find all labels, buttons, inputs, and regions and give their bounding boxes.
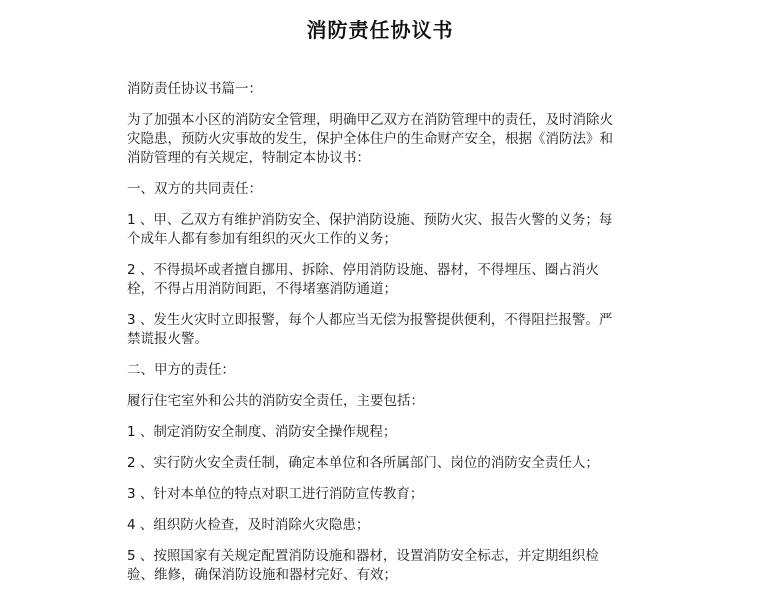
document-body bbox=[127, 80, 647, 597]
document-title: 消防责任协议书 bbox=[306, 18, 454, 42]
joint-item-2: 2 、不得损坏或者擅自挪用、拆除、停用消防设施、器材，不得埋压、圈占消火 栓，不得占用消防间距，不得堵塞消防通道； bbox=[127, 262, 599, 297]
section-heading-party-a: 二、甲方的责任： bbox=[127, 362, 235, 378]
party-a-intro: 履行住宅室外和公共的消防安全责任，主要包括： bbox=[127, 393, 424, 409]
party-a-item-3: 3 、针对本单位的特点对职工进行消防宣传教育； bbox=[127, 486, 424, 502]
paragraph-purpose: 为了加强本小区的消防安全管理，明确甲乙双方在消防管理中的责任，及时消除火 灾隐患，预防火灾事故的发生，保护全体住户的生命财产安全，根据《消防法》和 消防管理的有关规定，特制定本协议书： bbox=[127, 112, 613, 166]
party-a-item-4: 4 、组织防火检查，及时消除火灾隐患； bbox=[127, 517, 370, 533]
joint-item-3: 3 、发生火灾时立即报警，每个人都应当无偿为报警提供便利，不得阻拦报警。严 禁谎报火警。 bbox=[127, 312, 613, 347]
section-heading-joint: 一、双方的共同责任： bbox=[127, 181, 262, 197]
party-a-item-2: 2 、实行防火安全责任制，确定本单位和各所属部门、岗位的消防安全责任人； bbox=[127, 455, 599, 471]
party-a-item-5: 5 、按照国家有关规定配置消防设施和器材，设置消防安全标志，并定期组织检 验、维修，确保消防设施和器材完好、有效； bbox=[127, 548, 599, 583]
joint-item-1: 1 、甲、乙双方有维护消防安全、保护消防设施、预防火灾、报告火警的义务；每 个成年人都有参加有组织的灭火工作的义务； bbox=[127, 212, 613, 247]
party-a-item-1: 1 、制定消防安全制度、消防安全操作规程； bbox=[127, 424, 397, 440]
paragraph-intro-heading: 消防责任协议书篇一： bbox=[127, 81, 262, 97]
